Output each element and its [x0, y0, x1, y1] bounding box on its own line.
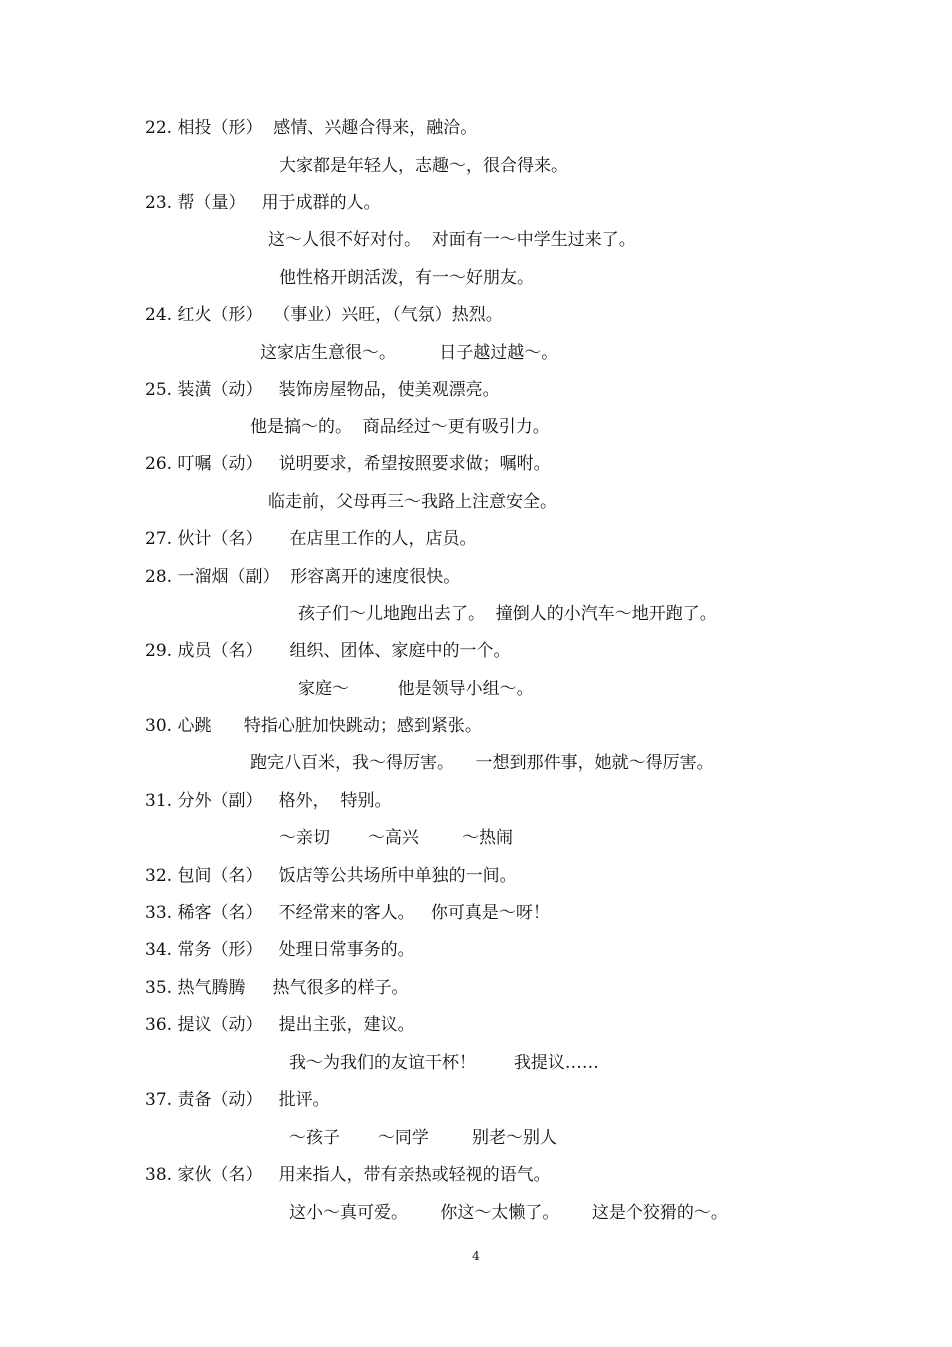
entry-29-definition: 29. 成员（名） 组织、团体、家庭中的一个。 — [145, 641, 511, 661]
entry-28-definition: 28. 一溜烟（副） 形容离开的速度很快。 — [145, 567, 461, 587]
entry-23-example-1: 这～人很不好对付。 对面有一～中学生过来了。 — [268, 230, 636, 250]
entry-22-definition: 22. 相投（形） 感情、兴趣合得来，融洽。 — [145, 118, 478, 138]
entry-32-definition: 32. 包间（名） 饭店等公共场所中单独的一间。 — [145, 866, 517, 886]
page-number: 4 — [472, 1249, 480, 1263]
entry-36-example: 我～为我们的友谊干杯！ 我提议…… — [289, 1053, 599, 1073]
entry-30-definition: 30. 心跳 特指心脏加快跳动；感到紧张。 — [145, 716, 482, 736]
entry-37-definition: 37. 责备（动） 批评。 — [145, 1090, 330, 1110]
entry-27-definition: 27. 伙计（名） 在店里工作的人，店员。 — [145, 529, 477, 549]
entry-31-example: ～亲切 ～高兴 ～热闹 — [279, 828, 514, 848]
entry-37-example: ～孩子 ～同学 别老～别人 — [289, 1128, 558, 1148]
entry-29-example: 家庭～ 他是领导小组～。 — [298, 679, 534, 699]
entry-38-definition: 38. 家伙（名） 用来指人，带有亲热或轻视的语气。 — [145, 1165, 551, 1185]
entry-30-example: 跑完八百米，我～得厉害。 一想到那件事，她就～得厉害。 — [250, 753, 714, 773]
entry-33-definition: 33. 稀客（名） 不经常来的客人。 你可真是～呀！ — [145, 903, 550, 923]
entry-38-example: 这小～真可爱。 你这～太懒了。 这是个狡猾的～。 — [289, 1203, 728, 1223]
entry-23-definition: 23. 帮（量） 用于成群的人。 — [145, 193, 381, 213]
entry-25-definition: 25. 装潢（动） 装饰房屋物品，使美观漂亮。 — [145, 380, 500, 400]
entry-36-definition: 36. 提议（动） 提出主张，建议。 — [145, 1015, 415, 1035]
entry-28-example: 孩子们～儿地跑出去了。 撞倒人的小汽车～地开跑了。 — [298, 604, 717, 624]
entry-26-definition: 26. 叮嘱（动） 说明要求，希望按照要求做；嘱咐。 — [145, 454, 551, 474]
entry-22-example: 大家都是年轻人，志趣～，很合得来。 — [279, 156, 568, 176]
entry-26-example: 临走前，父母再三～我路上注意安全。 — [268, 492, 557, 512]
entry-24-definition: 24. 红火（形） （事业）兴旺，（气氛）热烈。 — [145, 305, 503, 325]
entry-23-example-2: 他性格开朗活泼，有一～好朋友。 — [279, 268, 534, 288]
entry-25-example: 他是搞～的。 商品经过～更有吸引力。 — [250, 417, 550, 437]
entry-34-definition: 34. 常务（形） 处理日常事务的。 — [145, 940, 415, 960]
entry-24-example: 这家店生意很～。 日子越过越～。 — [260, 343, 559, 363]
entry-31-definition: 31. 分外（副） 格外， 特别。 — [145, 791, 392, 811]
entry-35-definition: 35. 热气腾腾 热气很多的样子。 — [145, 978, 409, 998]
